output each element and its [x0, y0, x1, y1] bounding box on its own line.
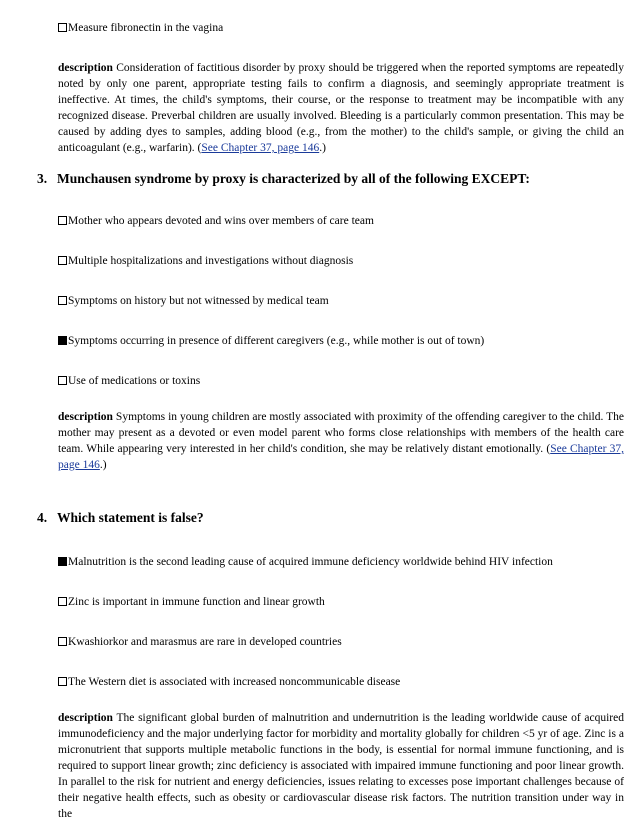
description-block-4 [58, 710, 624, 822]
checkbox-empty[interactable] [58, 23, 67, 32]
question-text: Munchausen syndrome by proxy is characterized by all of the following EXCEPT: [57, 171, 530, 186]
checkbox-empty[interactable] [58, 637, 67, 646]
checkbox-empty[interactable] [58, 376, 67, 385]
option-label: Multiple hospitalizations and investigations without diagnosis [68, 255, 354, 267]
description-label: description [58, 712, 113, 724]
q3-option-2[interactable] [58, 253, 353, 269]
q3-option-1[interactable] [58, 213, 374, 229]
description-block-1: description Consideration of factitious disorder by proxy should be triggered when the reported symptoms are repeatedly noted by only one parent, appropriate testing fails to confirm a diagnosis, and seemingly appropriate treatment is ineffective. At times, the child's symptoms, their course, or the response to treatment may be incompatible with any recognized disease. Preverbal children are usually involved. Bleeding is a particularly common presentation. This may be caused by adding dyes to samples, adding blood (e.g., from the mother) to the child's sample, or giving the child an anticoagulant (e.g., warfarin). (See Chapter 37, page 146.) [58, 62, 624, 154]
checkbox-empty[interactable] [58, 296, 67, 305]
description-label: description [58, 62, 113, 74]
question-number: 4. [37, 510, 48, 525]
option-label: Use of medications or toxins [68, 375, 201, 387]
q4-option-1[interactable] [58, 554, 553, 570]
option-label: Symptoms occurring in presence of different caregivers (e.g., while mother is out of town) [68, 335, 485, 347]
description-text: The significant global burden of malnutrition and undernutrition is the leading worldwide cause of acquired immunodeficiency and the major underlying factor for morbidity and mortality globally for children <5 yr of age. Zinc is a micronutrient that supports multiple metabolic functions in the body, is essential for normal immune functioning, and is required to support linear growth; zinc deficiency is associated with impaired immune functioning and poor linear growth. In parallel to the risk for nutrient and energy deficiencies, issues relating to excesses pose important challenges because of their negative health effects, such as obesity or cardiovascular disease risk factors. The nutrition transition under way in the [58, 712, 624, 820]
option-label: Symptoms on history but not witnessed by medical team [68, 295, 329, 307]
description-label: description [58, 411, 113, 423]
description-block-3: description Symptoms in young children are mostly associated with proximity of the offending caregiver to the child. The mother may present as a devoted or even model parent who forms close relationships with members of the health care team. While appearing very interested in her child's condition, she may be relatively distant emotionally. (See Chapter 37, page 146.) [58, 411, 624, 471]
checkbox-empty[interactable] [58, 256, 67, 265]
question-4 [37, 510, 204, 526]
chapter-link[interactable]: See Chapter 37, page 146 [58, 443, 624, 471]
q3-option-3[interactable] [58, 293, 329, 309]
description-text: Symptoms in young children are mostly associated with proximity of the offending caregiver to the child. The mother may present as a devoted or even model parent who forms close relationships with members of the health care team. While appearing very interested in her child's condition, she may be relatively distant emotionally. ( [58, 411, 624, 455]
option-label: Mother who appears devoted and wins over members of care team [68, 215, 374, 227]
question-3 [37, 171, 530, 187]
q3-option-5[interactable] [58, 373, 200, 389]
checkbox-empty[interactable] [58, 677, 67, 686]
option-label: Kwashiorkor and marasmus are rare in developed countries [68, 636, 342, 648]
q4-option-3[interactable] [58, 634, 342, 650]
description-text: Consideration of factitious disorder by proxy should be triggered when the reported symptoms are repeatedly noted by only one parent, appropriate testing fails to confirm a diagnosis, and seemingly appropriate treatment is ineffective. At times, the child's symptoms, their course, or the response to treatment may be incompatible with any recognized disease. Preverbal children are usually involved. Bleeding is a particularly common presentation. This may be caused by adding dyes to samples, adding blood (e.g., from the mother) to the child's sample, or giving the child an anticoagulant (e.g., warfarin). ( [58, 62, 624, 154]
q4-option-4[interactable] [58, 674, 400, 690]
option-fibronectin[interactable] [58, 20, 223, 36]
q4-option-2[interactable] [58, 594, 325, 610]
checkbox-filled[interactable] [58, 557, 67, 566]
option-label: Measure fibronectin in the vagina [68, 22, 224, 34]
checkbox-empty[interactable] [58, 216, 67, 225]
option-label: Zinc is important in immune function and linear growth [68, 596, 325, 608]
option-label: The Western diet is associated with increased noncommunicable disease [68, 676, 401, 688]
option-label: Malnutrition is the second leading cause of acquired immune deficiency worldwide behind HIV infection [68, 556, 553, 568]
question-text: Which statement is false? [57, 510, 204, 525]
checkbox-filled[interactable] [58, 336, 67, 345]
checkbox-empty[interactable] [58, 597, 67, 606]
q3-option-4[interactable] [58, 333, 484, 349]
question-number: 3. [37, 171, 48, 186]
chapter-link[interactable]: See Chapter 37, page 146 [201, 142, 320, 154]
